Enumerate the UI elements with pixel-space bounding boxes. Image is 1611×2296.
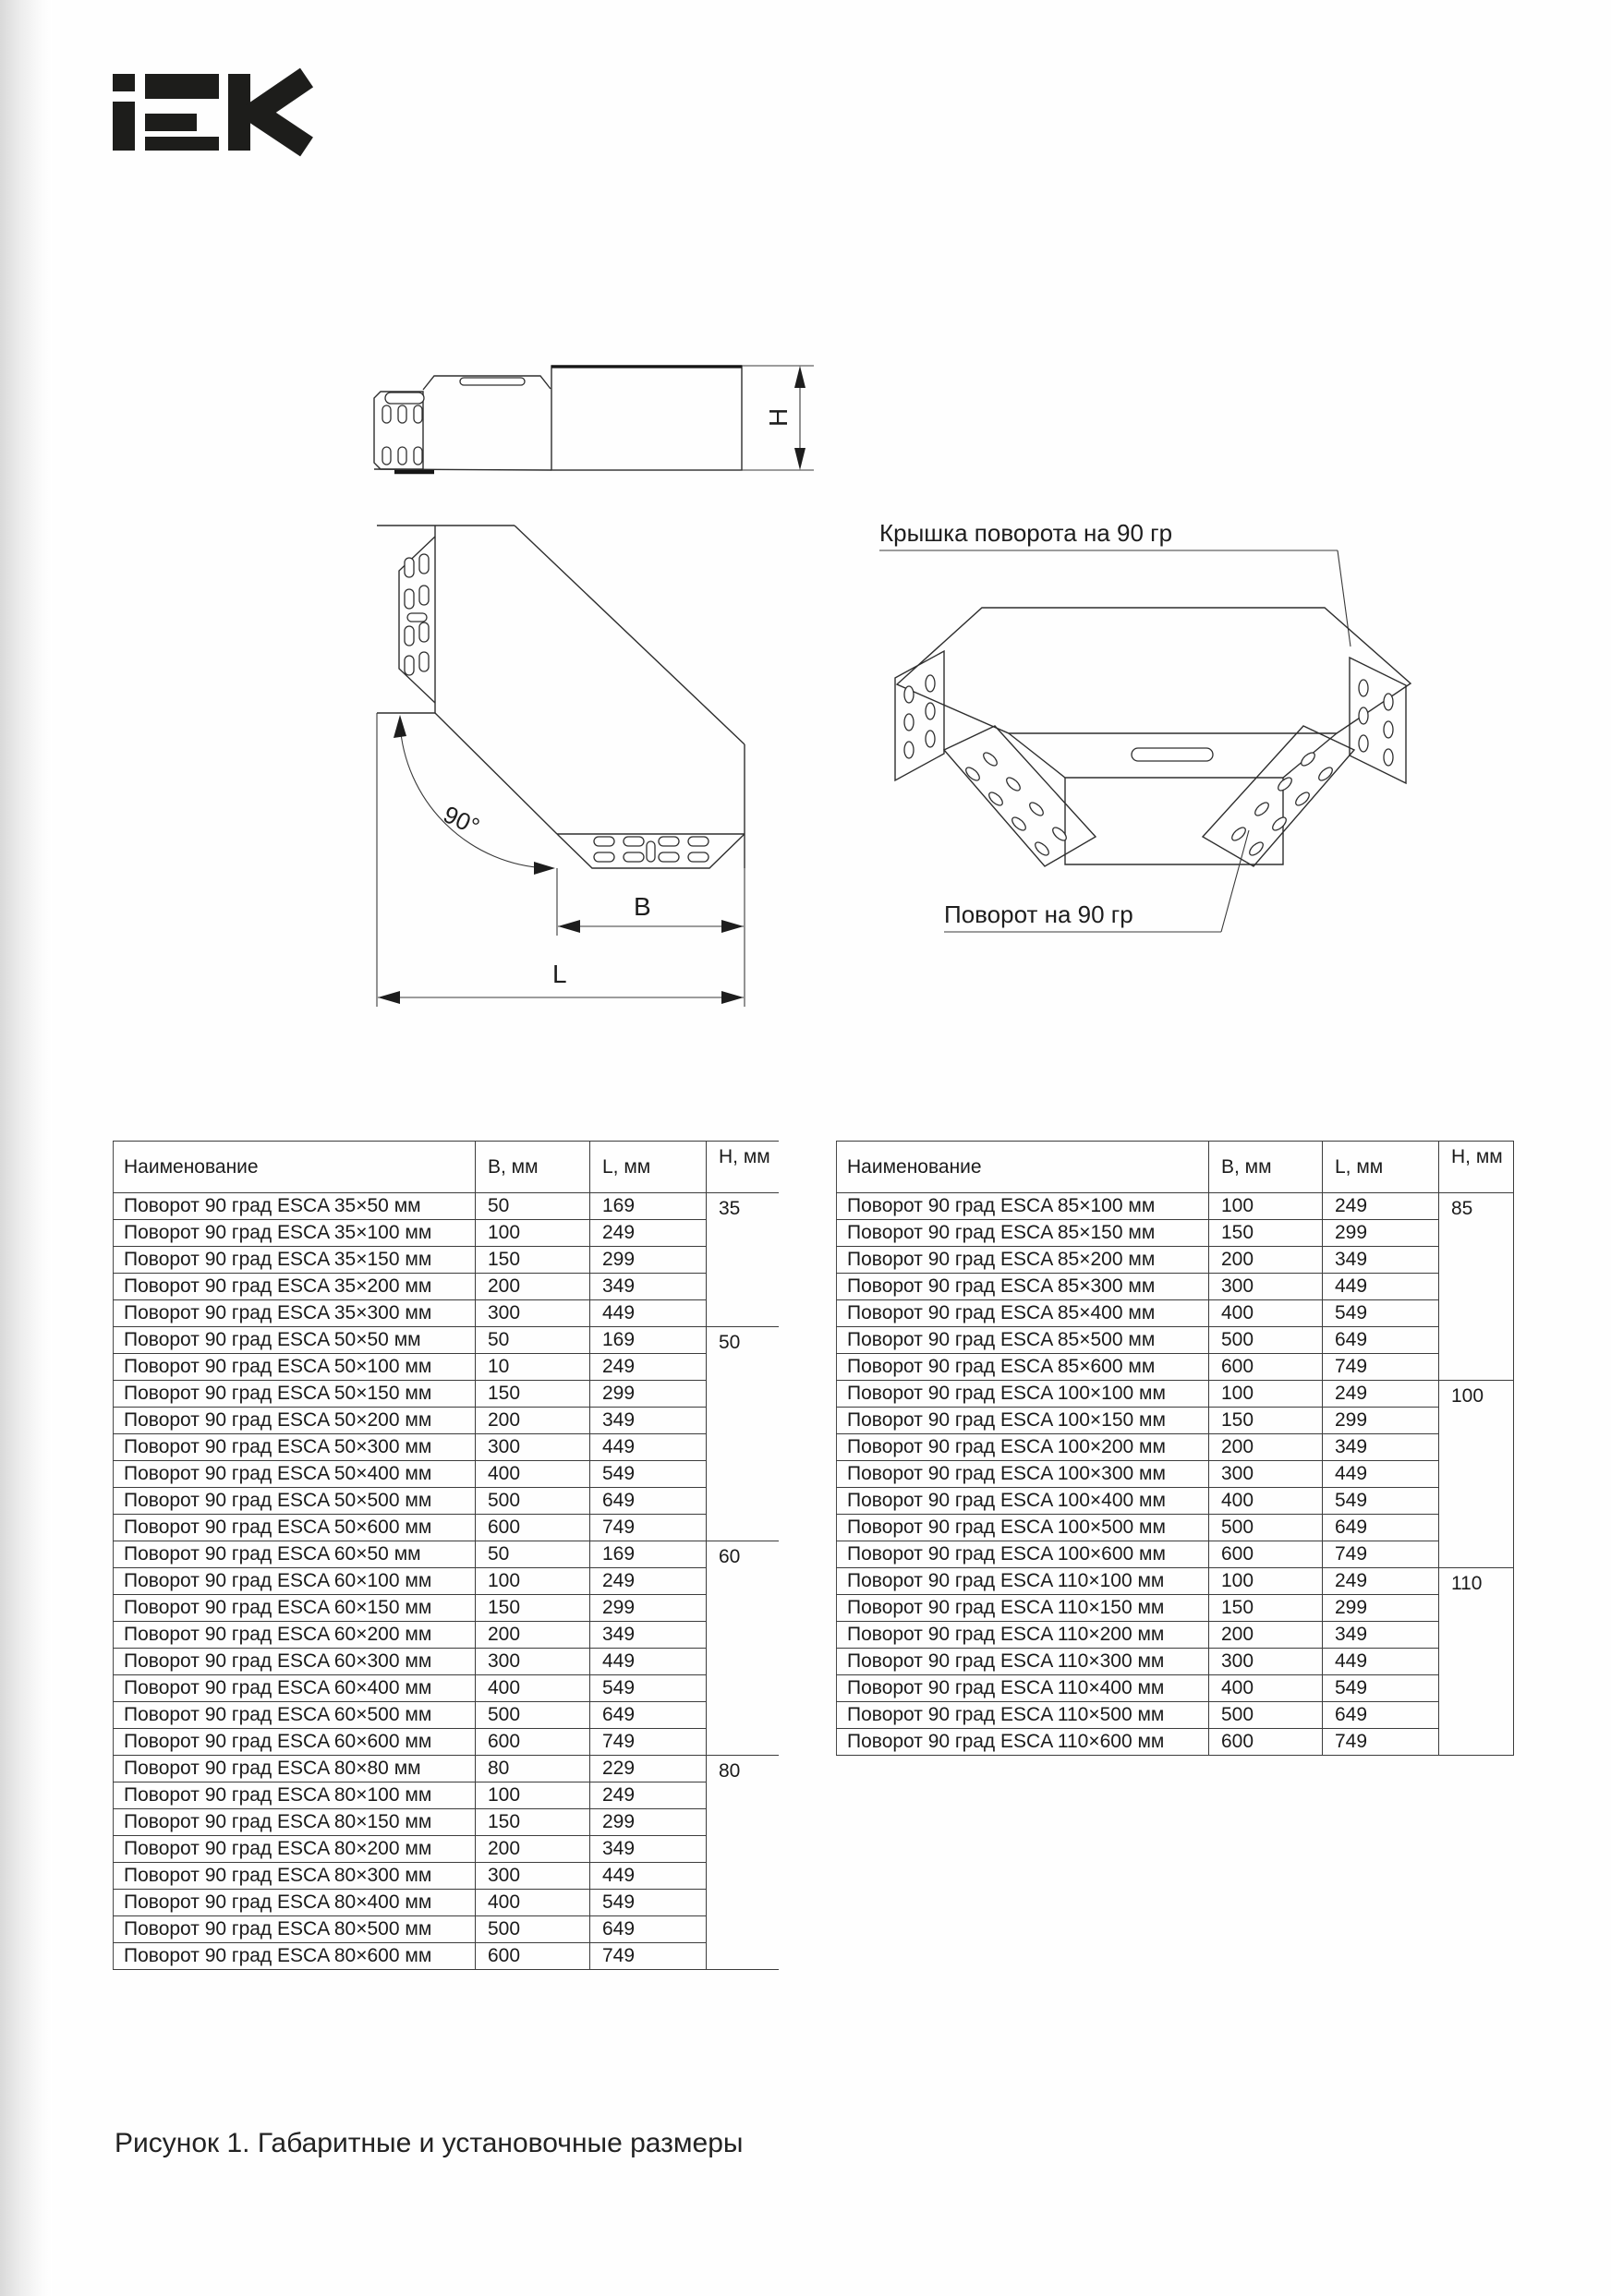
table-header-row [837,1142,1514,1193]
table-row [114,1729,779,1756]
b-value-cell: 300 [1209,1649,1323,1675]
product-name-cell: Поворот 90 град ESCA 60×50 мм [114,1541,476,1568]
b-value-cell: 400 [476,1461,590,1488]
b-value-cell: 400 [1209,1488,1323,1515]
table-row [837,1300,1514,1327]
product-name-cell: Поворот 90 град ESCA 110×500 мм [837,1702,1209,1729]
l-value-cell: 349 [1323,1622,1439,1649]
l-value-cell: 299 [1323,1220,1439,1247]
table-row [114,1220,779,1247]
product-name-cell: Поворот 90 град ESCA 60×100 мм [114,1568,476,1595]
b-value-cell: 100 [476,1220,590,1247]
h-value-cell: 35 [707,1193,779,1327]
header-l: L, мм [1323,1142,1439,1193]
table-row [837,1622,1514,1649]
h-value-cell: 60 [707,1541,779,1756]
b-value-cell: 300 [1209,1274,1323,1300]
l-value-cell: 449 [1323,1649,1439,1675]
left-dimension-table [113,1141,779,1970]
b-value-cell: 100 [1209,1193,1323,1220]
product-name-cell: Поворот 90 град ESCA 80×200 мм [114,1836,476,1863]
product-name-cell: Поворот 90 град ESCA 60×150 мм [114,1595,476,1622]
b-value-cell: 500 [476,1916,590,1943]
product-name-cell: Поворот 90 град ESCA 50×300 мм [114,1434,476,1461]
l-value-cell: 449 [590,1434,707,1461]
l-value-cell: 449 [1323,1274,1439,1300]
table-row [114,1354,779,1381]
table-row [114,1675,779,1702]
product-name-cell: Поворот 90 град ESCA 110×400 мм [837,1675,1209,1702]
table-row [837,1247,1514,1274]
h-dimension [764,366,806,470]
b-value-cell: 200 [476,1622,590,1649]
table-row [114,1702,779,1729]
product-name-cell: Поворот 90 град ESCA 100×600 мм [837,1541,1209,1568]
l-value-cell: 169 [590,1541,707,1568]
header-l: L, мм [590,1142,707,1193]
l-value-cell: 449 [590,1863,707,1890]
b-value-cell: 500 [1209,1702,1323,1729]
product-name-cell: Поворот 90 град ESCA 80×600 мм [114,1943,476,1970]
b-value-cell: 300 [476,1649,590,1675]
b-value-cell: 150 [1209,1220,1323,1247]
product-name-cell: Поворот 90 град ESCA 100×150 мм [837,1408,1209,1434]
table-row [837,1381,1514,1408]
table-row [114,1488,779,1515]
table-row [837,1220,1514,1247]
l-value-cell: 349 [590,1622,707,1649]
b-value-cell: 80 [476,1756,590,1782]
table-row [114,1595,779,1622]
table-row [837,1729,1514,1756]
b-value-cell: 200 [1209,1247,1323,1274]
table-row [114,1193,779,1220]
right-dimension-table [836,1141,1514,1756]
table-row [114,1408,779,1434]
product-name-cell: Поворот 90 град ESCA 110×150 мм [837,1595,1209,1622]
l-value-cell: 169 [590,1193,707,1220]
table-row [114,1568,779,1595]
table-row [114,1381,779,1408]
table-row [114,1890,779,1916]
l-value-cell: 549 [1323,1488,1439,1515]
b-value-cell: 400 [1209,1300,1323,1327]
l-value-cell: 299 [1323,1595,1439,1622]
l-value-cell: 449 [1323,1461,1439,1488]
b-dimension [557,866,745,1007]
product-name-cell: Поворот 90 град ESCA 85×300 мм [837,1274,1209,1300]
b-value-cell: 200 [476,1274,590,1300]
b-value-cell: 400 [476,1890,590,1916]
product-name-cell: Поворот 90 град ESCA 60×400 мм [114,1675,476,1702]
l-value-cell: 549 [1323,1675,1439,1702]
product-name-cell: Поворот 90 град ESCA 80×150 мм [114,1809,476,1836]
l-value-cell: 549 [590,1461,707,1488]
l-value-cell: 649 [1323,1702,1439,1729]
product-name-cell: Поворот 90 град ESCA 80×500 мм [114,1916,476,1943]
b-value-cell: 50 [476,1327,590,1354]
header-name: Наименование [837,1142,1209,1193]
l-value-cell: 349 [590,1836,707,1863]
l-value-cell: 249 [590,1568,707,1595]
b-value-cell: 50 [476,1193,590,1220]
l-value-cell: 749 [1323,1541,1439,1568]
h-value-cell: 85 [1439,1193,1514,1381]
product-name-cell: Поворот 90 град ESCA 100×400 мм [837,1488,1209,1515]
table-row [114,1300,779,1327]
b-value-cell: 150 [1209,1595,1323,1622]
product-name-cell: Поворот 90 град ESCA 85×400 мм [837,1300,1209,1327]
table-row [837,1461,1514,1488]
b-value-cell: 100 [1209,1381,1323,1408]
table-row [837,1327,1514,1354]
table-row [837,1675,1514,1702]
b-value-cell: 600 [476,1943,590,1970]
b-value-cell: 100 [1209,1568,1323,1595]
l-value-cell: 749 [590,1729,707,1756]
table-row [114,1916,779,1943]
l-value-cell: 299 [1323,1408,1439,1434]
l-value-cell: 549 [590,1675,707,1702]
b-value-cell: 150 [1209,1408,1323,1434]
product-name-cell: Поворот 90 град ESCA 100×500 мм [837,1515,1209,1541]
product-name-cell: Поворот 90 град ESCA 100×200 мм [837,1434,1209,1461]
table-row [837,1434,1514,1461]
b-value-cell: 150 [476,1595,590,1622]
l-value-cell: 299 [590,1247,707,1274]
l-value-cell: 749 [590,1515,707,1541]
b-value-cell: 100 [476,1568,590,1595]
table-row [837,1568,1514,1595]
product-name-cell: Поворот 90 град ESCA 85×200 мм [837,1247,1209,1274]
product-name-cell: Поворот 90 град ESCA 50×200 мм [114,1408,476,1434]
product-name-cell: Поворот 90 град ESCA 100×100 мм [837,1381,1209,1408]
b-value-cell: 400 [476,1675,590,1702]
l-value-cell: 249 [1323,1193,1439,1220]
b-value-cell: 150 [476,1247,590,1274]
header-h: H, мм [707,1142,779,1193]
left-wall-perforation [963,751,1068,858]
dim-b-label: B [634,892,651,921]
table-row [114,1274,779,1300]
table-row [114,1863,779,1890]
l-value-cell: 349 [1323,1247,1439,1274]
table-row [114,1649,779,1675]
table-row [114,1836,779,1863]
table-row [837,1274,1514,1300]
b-value-cell: 50 [476,1541,590,1568]
table-row [114,1756,779,1782]
l-value-cell: 649 [1323,1327,1439,1354]
table-row [837,1649,1514,1675]
h-value-cell: 80 [707,1756,779,1970]
l-value-cell: 649 [590,1702,707,1729]
b-value-cell: 600 [1209,1541,1323,1568]
table-row [114,1461,779,1488]
b-value-cell: 600 [476,1729,590,1756]
b-value-cell: 600 [1209,1354,1323,1381]
product-name-cell: Поворот 90 град ESCA 60×600 мм [114,1729,476,1756]
b-value-cell: 200 [1209,1622,1323,1649]
dim-h-label: H [764,407,793,427]
product-name-cell: Поворот 90 град ESCA 50×500 мм [114,1488,476,1515]
product-name-cell: Поворот 90 град ESCA 110×300 мм [837,1649,1209,1675]
l-value-cell: 449 [590,1300,707,1327]
l-value-cell: 299 [590,1381,707,1408]
l-value-cell: 249 [590,1354,707,1381]
l-value-cell: 549 [1323,1300,1439,1327]
b-value-cell: 300 [476,1300,590,1327]
top-view-drawing [377,526,745,1007]
product-name-cell: Поворот 90 град ESCA 85×500 мм [837,1327,1209,1354]
b-value-cell: 400 [1209,1675,1323,1702]
b-value-cell: 200 [476,1836,590,1863]
l-value-cell: 349 [1323,1434,1439,1461]
l-value-cell: 449 [590,1649,707,1675]
header-name: Наименование [114,1142,476,1193]
table-row [114,1782,779,1809]
h-value-cell: 50 [707,1327,779,1541]
b-value-cell: 300 [476,1863,590,1890]
table-row [837,1488,1514,1515]
b-value-cell: 100 [476,1782,590,1809]
product-name-cell: Поворот 90 град ESCA 60×500 мм [114,1702,476,1729]
b-value-cell: 200 [476,1408,590,1434]
turn-label: Поворот на 90 гр [944,900,1133,928]
l-value-cell: 349 [590,1408,707,1434]
l-value-cell: 549 [590,1890,707,1916]
table-row [114,1434,779,1461]
header-h: H, мм [1439,1142,1514,1193]
figure-caption: Рисунок 1. Габаритные и установочные размеры [115,2128,744,2158]
product-name-cell: Поворот 90 град ESCA 80×400 мм [114,1890,476,1916]
l-value-cell: 249 [590,1782,707,1809]
b-value-cell: 150 [476,1809,590,1836]
b-value-cell: 500 [1209,1515,1323,1541]
table-row [114,1515,779,1541]
l-value-cell: 299 [590,1595,707,1622]
product-name-cell: Поворот 90 град ESCA 35×300 мм [114,1300,476,1327]
l-value-cell: 649 [1323,1515,1439,1541]
table-row [114,1943,779,1970]
dim-l-label: L [552,960,567,988]
cover-label: Крышка поворота на 90 гр [879,519,1173,547]
table-row [114,1622,779,1649]
l-value-cell: 249 [1323,1381,1439,1408]
l-value-cell: 169 [590,1327,707,1354]
table-row [114,1247,779,1274]
product-name-cell: Поворот 90 град ESCA 50×100 мм [114,1354,476,1381]
product-name-cell: Поворот 90 град ESCA 80×80 мм [114,1756,476,1782]
table-header-row [114,1142,779,1193]
product-name-cell: Поворот 90 град ESCA 85×100 мм [837,1193,1209,1220]
header-b: B, мм [476,1142,590,1193]
table-row [837,1354,1514,1381]
table-row [114,1327,779,1354]
table-row [837,1193,1514,1220]
product-name-cell: Поворот 90 град ESCA 110×200 мм [837,1622,1209,1649]
table-row [837,1702,1514,1729]
product-name-cell: Поворот 90 град ESCA 50×600 мм [114,1515,476,1541]
b-value-cell: 10 [476,1354,590,1381]
l-value-cell: 749 [590,1943,707,1970]
product-name-cell: Поворот 90 град ESCA 50×150 мм [114,1381,476,1408]
product-name-cell: Поворот 90 град ESCA 80×300 мм [114,1863,476,1890]
product-name-cell: Поворот 90 град ESCA 50×50 мм [114,1327,476,1354]
b-value-cell: 600 [476,1515,590,1541]
l-value-cell: 249 [1323,1568,1439,1595]
l-value-cell: 229 [590,1756,707,1782]
table-row [114,1541,779,1568]
product-name-cell: Поворот 90 град ESCA 80×100 мм [114,1782,476,1809]
product-name-cell: Поворот 90 град ESCA 35×100 мм [114,1220,476,1247]
product-name-cell: Поворот 90 град ESCA 50×400 мм [114,1461,476,1488]
product-name-cell: Поворот 90 град ESCA 35×200 мм [114,1274,476,1300]
product-name-cell: Поворот 90 град ESCA 35×50 мм [114,1193,476,1220]
product-name-cell: Поворот 90 град ESCA 85×150 мм [837,1220,1209,1247]
product-name-cell: Поворот 90 град ESCA 35×150 мм [114,1247,476,1274]
product-name-cell: Поворот 90 град ESCA 110×600 мм [837,1729,1209,1756]
isometric-view-drawing [879,519,1411,932]
table-row [837,1515,1514,1541]
b-value-cell: 300 [476,1434,590,1461]
l-value-cell: 749 [1323,1729,1439,1756]
b-value-cell: 500 [476,1702,590,1729]
b-value-cell: 500 [1209,1327,1323,1354]
l-value-cell: 749 [1323,1354,1439,1381]
table-row [837,1408,1514,1434]
angle-dimension [394,715,555,875]
product-name-cell: Поворот 90 град ESCA 110×100 мм [837,1568,1209,1595]
angle-90-label: 90° [439,800,484,841]
product-name-cell: Поворот 90 град ESCA 60×200 мм [114,1622,476,1649]
h-value-cell: 100 [1439,1381,1514,1568]
product-name-cell: Поворот 90 град ESCA 60×300 мм [114,1649,476,1675]
l-value-cell: 649 [590,1488,707,1515]
l-value-cell: 249 [590,1220,707,1247]
table-row [114,1809,779,1836]
l-value-cell: 299 [590,1809,707,1836]
b-value-cell: 600 [1209,1729,1323,1756]
b-value-cell: 200 [1209,1434,1323,1461]
product-name-cell: Поворот 90 град ESCA 85×600 мм [837,1354,1209,1381]
table-row [837,1541,1514,1568]
b-value-cell: 300 [1209,1461,1323,1488]
l-value-cell: 649 [590,1916,707,1943]
table-row [837,1595,1514,1622]
h-value-cell: 110 [1439,1568,1514,1756]
product-name-cell: Поворот 90 град ESCA 100×300 мм [837,1461,1209,1488]
b-value-cell: 500 [476,1488,590,1515]
side-view-drawing [374,366,814,472]
l-value-cell: 349 [590,1274,707,1300]
header-b: B, мм [1209,1142,1323,1193]
b-value-cell: 150 [476,1381,590,1408]
